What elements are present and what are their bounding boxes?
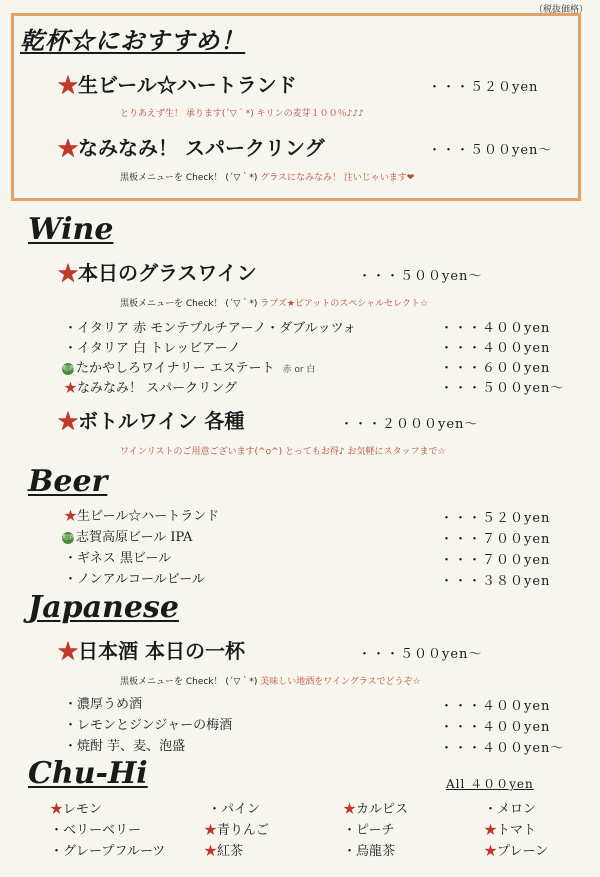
chuhi-item — [484, 819, 536, 838]
local-badge-icon: 地酒 — [62, 532, 74, 544]
beer-item-1 — [64, 505, 219, 524]
japanese-feature — [58, 635, 245, 664]
section-title-chuhi: Chu-Hi — [28, 756, 148, 791]
beer-item-3-price: ・・・７００yen — [440, 553, 551, 568]
chuhi-price: All ４００yen — [446, 777, 534, 791]
kanpai-item-1-price: ・・・５２０yen — [428, 80, 539, 95]
wine-item-3-price: ・・・６００yen — [440, 361, 551, 376]
star-icon: ★ — [58, 409, 78, 433]
star-icon: ★ — [204, 823, 218, 838]
star-icon: ★ — [64, 509, 78, 524]
chuhi-item: ・グレープフルーツ — [50, 844, 166, 859]
japanese-feature-name: 日本酒 本日の一杯 — [78, 639, 245, 663]
star-icon: ★ — [58, 639, 78, 663]
chuhi-item-label: 青りんご — [217, 823, 270, 838]
chuhi-item-label: レモン — [63, 802, 103, 817]
beer-item-2 — [62, 526, 192, 545]
kanpai-item-2-name: なみなみ！ スパークリング — [78, 136, 325, 160]
wine-item-1-name: ・イタリア 赤 モンテプルチアーノ・ダブルッツォ — [64, 321, 357, 336]
wine-item-2-name: ・イタリア 白 トレッビアーノ — [64, 341, 241, 356]
japanese-item-3-price: ・・・４００yen～ — [440, 741, 565, 756]
wine-item-1-price: ・・・４００yen — [440, 321, 551, 336]
kanpai-item-2-note-a: 黒板メニューを Check！ (´▽｀*) — [120, 173, 258, 183]
wine-item-4 — [64, 377, 237, 396]
japanese-feature-note-b: 美味しい地酒をワイングラスでどうぞ☆ — [257, 677, 421, 687]
star-icon: ★ — [64, 381, 78, 396]
japanese-item-3-name: ・焼酎 芋、麦、泡盛 — [64, 739, 186, 754]
wine-item-4-name: なみなみ！ スパークリング — [77, 381, 237, 396]
kanpai-item-1-name: 生ビール☆ハートランド — [78, 73, 297, 97]
beer-item-1-price: ・・・５２０yen — [440, 511, 551, 526]
chuhi-item-label: プレーン — [497, 844, 549, 859]
chuhi-item — [204, 840, 243, 859]
wine-item-4-price: ・・・５００yen～ — [440, 381, 565, 396]
kanpai-item-2-price: ・・・５００yen～ — [428, 143, 553, 158]
star-icon: ★ — [343, 802, 357, 817]
section-title-beer: Beer — [28, 464, 108, 499]
japanese-item-1-price: ・・・４００yen — [440, 699, 551, 714]
tax-note: （税抜価格） — [533, 5, 588, 15]
kanpai-item-2-note-b: グラスになみなみ！ 注いじゃいます❤ — [257, 173, 415, 183]
chuhi-item — [484, 840, 548, 859]
wine-bottle-note: ワインリストのご用意ございます(^o^) とってもお得♪ お気軽にスタッフまで☆ — [120, 447, 446, 457]
beer-item-2-name: 志賀高原ビール IPA — [76, 530, 193, 545]
wine-bottle-price: ・・・２０００yen～ — [340, 417, 479, 432]
chuhi-item-label: トマト — [497, 823, 537, 838]
chuhi-item: ・メロン — [484, 802, 537, 817]
wine-item-3-hint: 赤 or 白 — [282, 365, 316, 375]
chuhi-item — [204, 819, 269, 838]
japanese-item-1-name: ・濃厚うめ酒 — [64, 697, 143, 712]
local-badge-icon: 地酒 — [62, 363, 74, 375]
star-icon: ★ — [58, 136, 78, 160]
kanpai-item-2-note — [120, 170, 414, 183]
kanpai-title: 乾杯☆におすすめ！ — [20, 26, 246, 55]
wine-bottle — [58, 405, 244, 434]
beer-item-3-name: ・ギネス 黒ビール — [64, 551, 172, 566]
kanpai-item-2 — [58, 132, 325, 161]
chuhi-item-label: カルピス — [356, 802, 409, 817]
wine-glass-note-a: 黒板メニューを Check！ (´▽｀*) — [120, 299, 258, 309]
beer-item-4-price: ・・・３８０yen — [440, 574, 551, 589]
wine-glass-price: ・・・５００yen～ — [358, 269, 483, 284]
beer-item-1-name: 生ビール☆ハートランド — [77, 509, 220, 524]
japanese-feature-note — [120, 674, 421, 687]
wine-item-3 — [62, 357, 315, 376]
wine-glass-note-b: ラブズ★ピアットのスペシャルセレクト☆ — [257, 299, 429, 309]
wine-item-3-name: たかやしろワイナリー エステート — [76, 361, 275, 376]
star-icon: ★ — [204, 844, 218, 859]
wine-bottle-name: ボトルワイン 各種 — [78, 409, 245, 433]
star-icon: ★ — [58, 261, 78, 285]
japanese-item-2-price: ・・・４００yen — [440, 720, 551, 735]
section-title-wine: Wine — [28, 212, 114, 247]
wine-glass-name: 本日のグラスワイン — [78, 261, 257, 285]
wine-glass — [58, 257, 257, 286]
star-icon: ★ — [58, 73, 78, 97]
kanpai-item-1-note: とりあえず生！ 承ります(´▽｀*) キリンの麦芽１００％♪♪♪ — [120, 109, 364, 119]
star-icon: ★ — [484, 823, 498, 838]
chuhi-item: ・ピーチ — [343, 823, 395, 838]
chuhi-item: ・烏龍茶 — [343, 844, 396, 859]
star-icon: ★ — [50, 802, 64, 817]
wine-item-2-price: ・・・４００yen — [440, 341, 551, 356]
japanese-feature-price: ・・・５００yen～ — [358, 647, 483, 662]
chuhi-item: ・ベリーベリー — [50, 823, 142, 838]
chuhi-item — [343, 798, 408, 817]
japanese-item-2-name: ・レモンとジンジャーの梅酒 — [64, 718, 233, 733]
chuhi-item — [50, 798, 102, 817]
japanese-feature-note-a: 黒板メニューを Check！ (´▽｀*) — [120, 677, 258, 687]
beer-item-4-name: ・ノンアルコールビール — [64, 572, 205, 587]
beer-item-2-price: ・・・７００yen — [440, 532, 551, 547]
wine-glass-note — [120, 296, 428, 309]
chuhi-item: ・パイン — [208, 802, 261, 817]
kanpai-item-1 — [58, 69, 297, 98]
star-icon: ★ — [484, 844, 498, 859]
chuhi-item-label: 紅茶 — [217, 844, 244, 859]
section-title-japanese: Japanese — [28, 590, 179, 625]
